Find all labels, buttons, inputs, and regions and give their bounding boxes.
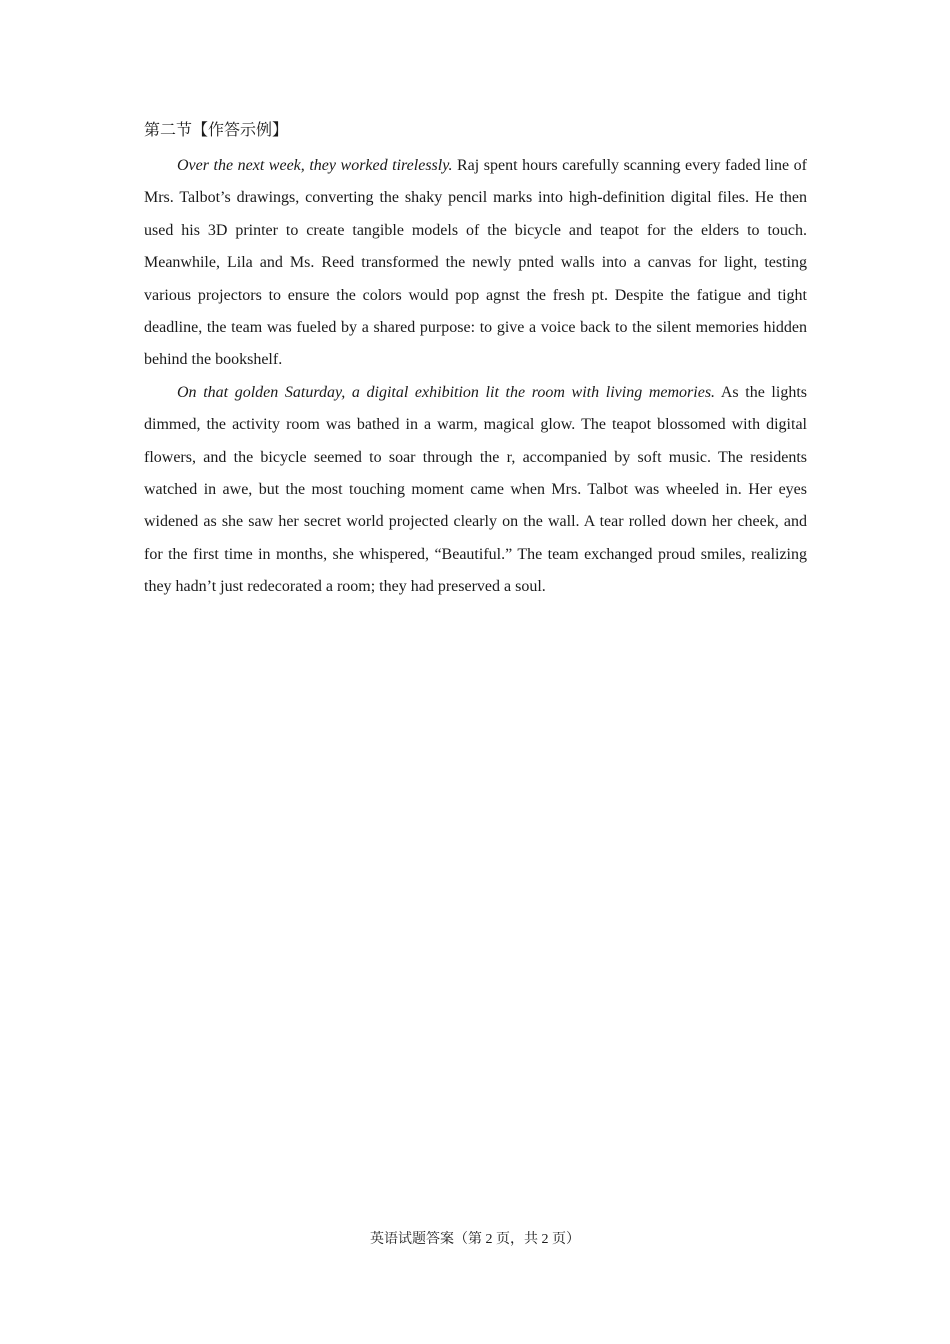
paragraph-2-body: As the lights dimmed, the activity room was bathed in a warm, magical glow. The teapot blossomed with digital flowers, and the bicycle seemed to soar through the r, accompanied by soft music. The residents watched in awe, but the most touching moment came when Mrs. Talbot was wheeled in. Her eyes widened as she saw her secret world projected clearly on the wall. A tear rolled down her cheek, and for the first time in months, she whispered, “Beautiful.” The team exchanged proud smiles, realizing they hadn’t just redecorated a room; they had preserved a soul. xyxy=(144,383,807,596)
section-heading: 第二节【作答示例】 xyxy=(144,122,289,139)
paragraph-1-lead-sentence: Over the next week, they worked tirelessly. xyxy=(177,157,453,174)
answer-section xyxy=(144,118,807,604)
page-footer: 英语试题答案（第 2 页，共 2 页） xyxy=(370,1232,580,1247)
paragraph-1-body: Raj spent hours carefully scanning every faded line of Mrs. Talbot’s drawings, converting the shaky pencil marks into high-definition digital files. He then used his 3D printer to create tangible models of the bicycle and teapot for the elders to touch. Meanwhile, Lila and Ms. Reed transformed the newly pnted walls into a canvas for light, testing various projectors to ensure the colors would pop agnst the fresh pt. Despite the fatigue and tight deadline, the team was fueled by a shared purpose: to give a voice back to the silent memories hidden behind the bookshelf. xyxy=(144,157,807,369)
paragraph-2 xyxy=(144,377,807,604)
paragraph-1 xyxy=(144,150,807,377)
paragraph-2-lead-sentence: On that golden Saturday, a digital exhibition lit the room with living memories. xyxy=(177,383,716,401)
